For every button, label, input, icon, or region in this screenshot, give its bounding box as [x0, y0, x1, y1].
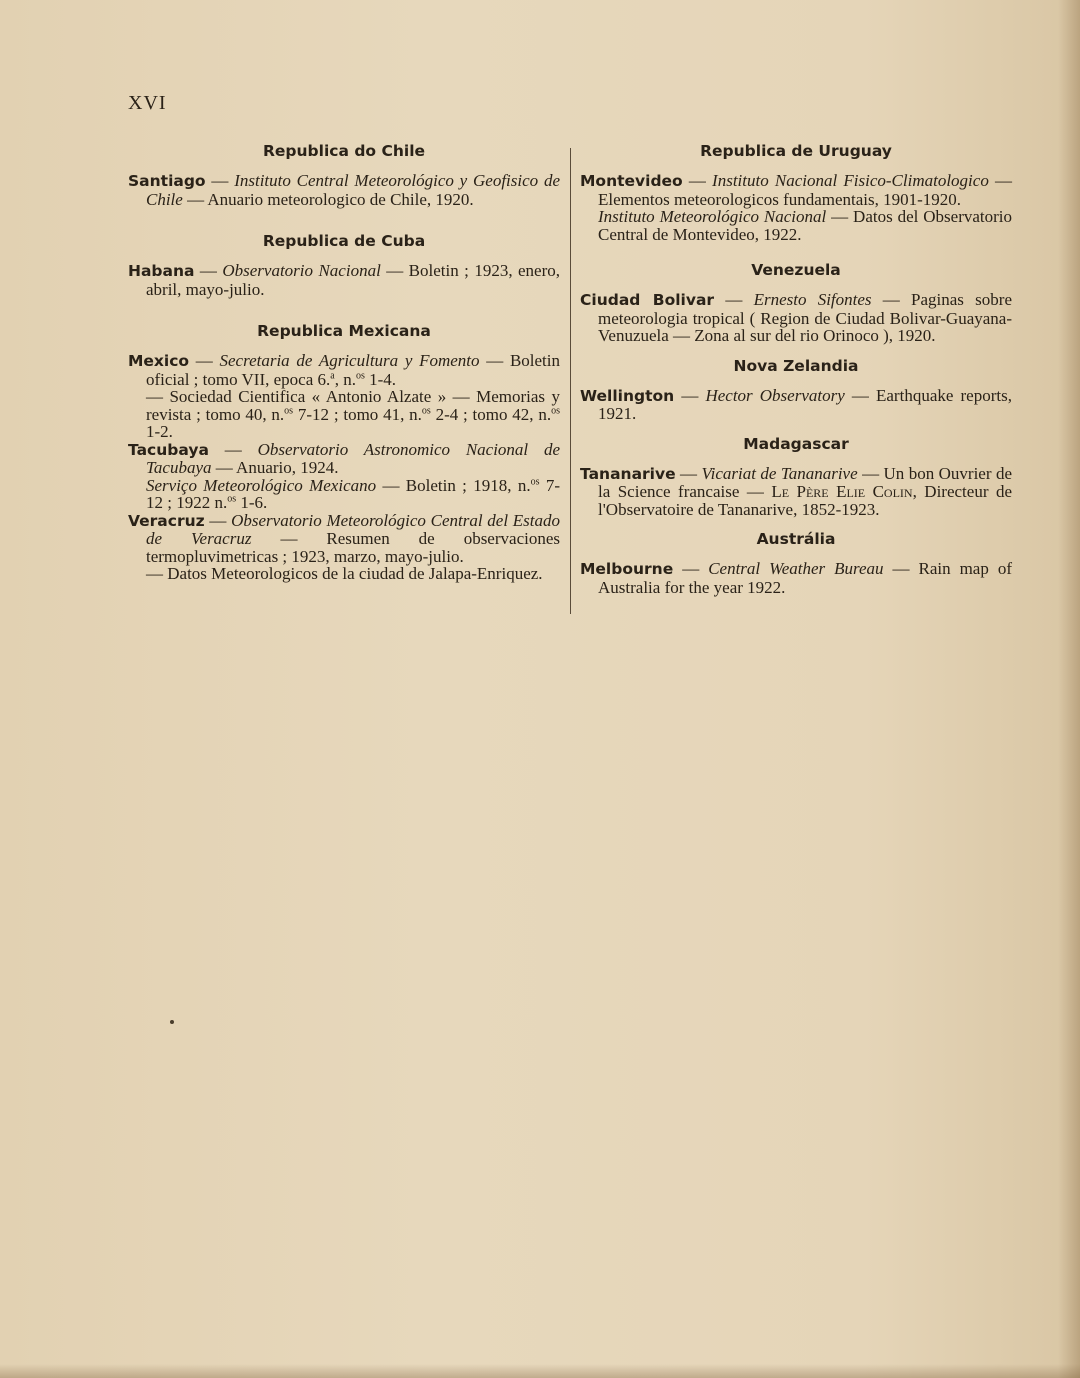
place-tacubaya: Tacubaya	[128, 440, 209, 459]
section-heading-chile: Republica do Chile	[262, 142, 426, 160]
right-column	[580, 140, 1012, 596]
section-heading-uruguay: Republica de Uruguay	[700, 142, 892, 160]
section-heading-mexico: Republica Mexicana	[257, 322, 431, 340]
section-heading-cuba: Republica de Cuba	[262, 232, 426, 250]
entry-ciudad-bolivar: Ciudad Bolivar — Ernesto Sifontes — Paginas sobre meteorologia tropical ( Region de Ciudad Bolivar-Guayana-Venuzuela — Zona al sur del rio Orinoco ), 1920.	[580, 290, 1012, 345]
place-mexico: Mexico	[128, 352, 190, 370]
entry-servico-meteorologico: Serviço Meteorológico Mexicano — Boletin ; 1918, n.$^{os}$ 7-12 ; 1922 n.$^{os}$ 1-6.	[146, 475, 560, 512]
institution-veracruz: Observatorio Meteorológico Central del Estado de Veracruz	[146, 510, 560, 548]
entry-mexico: Mexico — Secretaria de Agricultura y Fomento — Boletin oficial ; tomo VII, epoca 6.$^a$, n.$^{os}$ 1-4.	[128, 351, 561, 389]
page-edge-shadow	[1058, 0, 1080, 1378]
page-number: XVI	[128, 92, 167, 114]
place-melbourne: Melbourne	[580, 560, 674, 578]
column-divider	[570, 148, 571, 614]
institution-servico: Serviço Meteorológico Mexicano	[146, 475, 377, 495]
institution-melbourne: Central Weather Bureau	[708, 559, 884, 578]
section-heading-madagascar: Madagascar	[743, 434, 849, 453]
place-tananarive: Tananarive	[580, 464, 676, 483]
entry-datos-jalapa: — Datos Meteorologicos de la ciudad de Jalapa-Enriquez.	[146, 564, 543, 583]
place-montevideo: Montevideo	[580, 172, 683, 190]
institution-wellington: Hector Observatory	[705, 385, 845, 405]
place-veracruz: Veracruz	[128, 511, 205, 530]
entry-wellington: Wellington — Hector Observatory — Earthquake reports, 1921.	[580, 385, 1012, 423]
institution-habana: Observatorio Nacional	[222, 261, 381, 280]
place-santiago: Santiago	[128, 172, 206, 190]
institution-tananarive: Vicariat de Tananarive	[701, 463, 858, 483]
author-name: Le Père Elie Colin	[771, 482, 913, 501]
institution-instituto-meteorologico: Instituto Meteorológico Nacional	[598, 207, 827, 226]
institution-santiago: Instituto Central Meteorológico y Geofisico de Chile	[146, 171, 561, 209]
institution-tacubaya: Observatorio Astronomico Nacional de Tacubaya	[146, 439, 561, 477]
entry-santiago: Santiago — Instituto Central Meteorológico y Geofisico de Chile — Anuario meteorologico de Chile, 1920.	[128, 171, 561, 209]
institution-montevideo: Instituto Nacional Fisico-Climatologico	[712, 171, 989, 190]
institution-ciudad-bolivar: Ernesto Sifontes	[753, 290, 872, 309]
page-bottom-shadow	[0, 1364, 1080, 1378]
entry-sociedad-cientifica: — Sociedad Cientifica « Antonio Alzate » — Memorias y revista ; tomo 40, n.$^{os}$ 7-12 ; tomo 41, n.$^{os}$ 2-4 ; tomo 42, n.$^{os}$ 1-2.	[146, 387, 561, 441]
place-wellington: Wellington	[580, 386, 675, 405]
entry-instituto-meteorologico: Instituto Meteorológico Nacional — Datos del Observatorio Central de Montevideo, 1922.	[598, 207, 1013, 244]
place-habana: Habana	[128, 262, 195, 280]
entry-montevideo: Montevideo — Instituto Nacional Fisico-Climatologico — Elementos meteorologicos fundamentais, 1901-1920.	[580, 171, 1012, 209]
place-ciudad-bolivar: Ciudad Bolivar	[580, 291, 715, 309]
entry-veracruz: Veracruz — Observatorio Meteorológico Central del Estado de Veracruz — Resumen de observaciones termopluvimetricas ; 1923, marzo, mayo-julio.	[128, 510, 560, 566]
section-heading-venezuela: Venezuela	[751, 261, 841, 279]
entry-melbourne: Melbourne — Central Weather Bureau — Rain map of Australia for the year 1922.	[580, 559, 1012, 597]
institution-mexico: Secretaria de Agricultura y Fomento	[219, 351, 480, 370]
entry-tacubaya: Tacubaya — Observatorio Astronomico Nacional de Tacubaya — Anuario, 1924.	[128, 439, 561, 477]
entry-habana: Habana — Observatorio Nacional — Boletin ; 1923, enero, abril, mayo-julio.	[128, 261, 561, 299]
ink-speck	[170, 1020, 174, 1024]
section-heading-nova-zelandia: Nova Zelandia	[733, 356, 859, 375]
left-column	[128, 140, 560, 583]
entry-tananarive: Tananarive — Vicariat de Tananarive — Un bon Ouvrier de la Science francaise — Le Père Elie Colin, Directeur de l'Observatoire de Tananarive, 1852-1923.	[580, 463, 1012, 519]
section-heading-australia: Austrália	[756, 530, 836, 548]
